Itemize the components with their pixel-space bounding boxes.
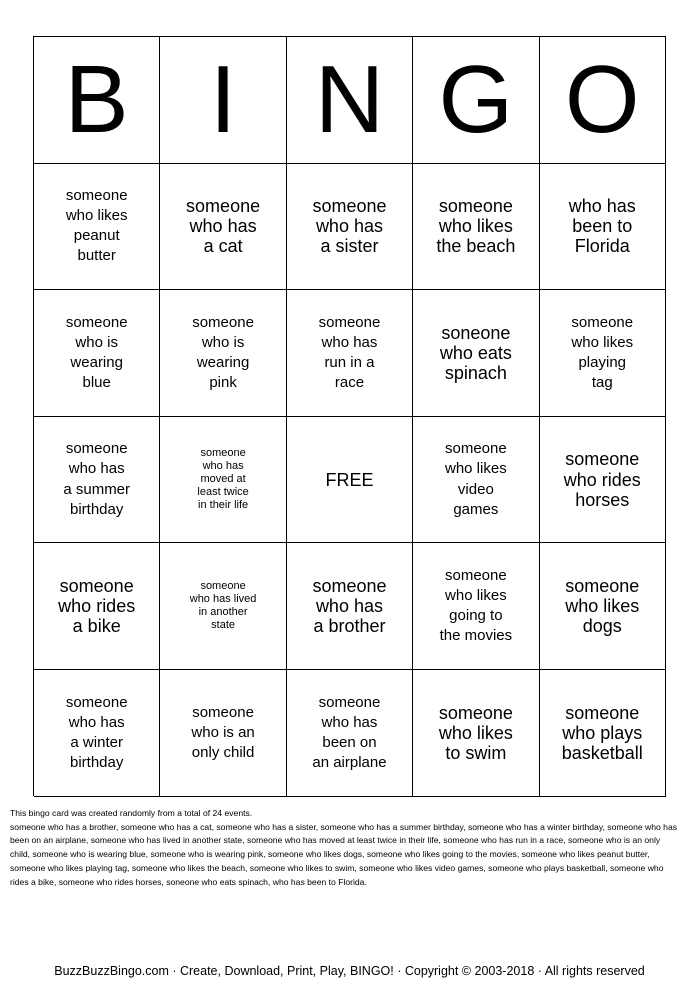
header-letter-i: I <box>160 37 286 164</box>
bingo-cell <box>287 164 413 291</box>
header-letter-b: B <box>34 37 160 164</box>
bingo-cell-text: soneone who eats spinach <box>439 322 512 384</box>
bingo-cell <box>540 543 666 670</box>
bingo-card <box>33 36 666 796</box>
bingo-cell-text: someone who likes peanut butter <box>65 187 128 265</box>
bingo-row <box>34 164 666 291</box>
bingo-cell-text: FREE <box>325 469 374 490</box>
bingo-cell <box>34 164 160 291</box>
bingo-row <box>34 290 666 417</box>
site-footer: BuzzBuzzBingo.com · Create, Download, Print, Play, BINGO! · Copyright © 2003-2018 · All rights reserved <box>54 964 645 978</box>
bingo-cell-text: someone who has a winter birthday <box>65 693 128 771</box>
bingo-row <box>34 670 666 797</box>
bingo-cell <box>34 670 160 797</box>
bingo-cell-text: someone who rides horses <box>563 449 641 510</box>
bingo-cell <box>413 670 539 797</box>
bingo-cell <box>160 543 286 670</box>
bingo-cell-text: someone who likes to swim <box>438 702 513 763</box>
bingo-cell-text: someone who likes dogs <box>565 575 640 637</box>
bingo-cell <box>540 290 666 417</box>
header-letter-o: O <box>540 37 666 164</box>
bingo-cell-text: someone who has a brother <box>312 575 387 637</box>
header-letter-g: G <box>413 37 539 164</box>
bingo-cell <box>413 290 539 417</box>
card-intro-text: This bingo card was created randomly from a total of 24 events. <box>10 808 253 818</box>
card-events-list: someone who has a brother, someone who has a cat, someone who has a sister, someone who has a summer birthday, someone who has a winter birthday, someone who has been on an airplane, someone who has lived in another state, someone who has moved at least twice in their life, someone who has run in a race, someone who is an only child, someone who is wearing blue, someone who is wearing pink, someone who likes dogs, someone who likes going to the movies, someone who likes peanut butter, someone who likes playing tag, someone who likes the beach, someone who likes to swim, someone who likes video games, someone who plays basketball, someone who rides a bike, someone who rides horses, soneone who eats spinach, who has been to Florida. <box>10 821 678 887</box>
bingo-cell <box>287 290 413 417</box>
bingo-header-row <box>34 37 666 164</box>
bingo-cell <box>34 543 160 670</box>
bingo-row <box>34 417 666 544</box>
bingo-cell-text: someone who has run in a race <box>318 313 381 392</box>
bingo-cell-text: someone who is wearing pink <box>192 313 254 392</box>
bingo-cell <box>413 164 539 291</box>
bingo-cell <box>413 543 539 670</box>
bingo-cell-text: someone who has lived in another state <box>189 579 257 632</box>
bingo-cell-text: someone who is an only child <box>191 703 255 761</box>
bingo-cell-text: who has been to Florida <box>568 196 636 257</box>
bingo-cell <box>160 164 286 291</box>
card-description <box>10 807 678 889</box>
bingo-cell-text: someone who has moved at least twice in their life <box>197 446 249 512</box>
bingo-cell-text: someone who likes going to the movies <box>439 566 513 645</box>
bingo-cell-text: someone who has been on an airplane <box>312 693 387 771</box>
free-space-cell <box>287 417 413 544</box>
bingo-cell-text: someone who likes playing tag <box>571 313 634 392</box>
bingo-cell <box>540 670 666 797</box>
bingo-cell-text: someone who has a summer birthday <box>63 440 131 518</box>
bingo-cell <box>287 670 413 797</box>
bingo-cell-text: someone who plays basketball <box>561 702 643 763</box>
bingo-cell-text: someone who is wearing blue <box>65 313 128 392</box>
bingo-cell-text: someone who likes video games <box>445 440 507 518</box>
bingo-cell <box>160 670 286 797</box>
header-letter-n: N <box>287 37 413 164</box>
bingo-cell <box>540 164 666 291</box>
bingo-cell <box>160 290 286 417</box>
bingo-cell <box>413 417 539 544</box>
bingo-cell-text: someone who likes the beach <box>436 196 516 257</box>
bingo-cell <box>34 290 160 417</box>
bingo-cell <box>160 417 286 544</box>
bingo-row <box>34 543 666 670</box>
bingo-cell-text: someone who rides a bike <box>58 575 136 637</box>
bingo-grid <box>34 164 666 797</box>
bingo-cell <box>287 543 413 670</box>
bingo-cell <box>34 417 160 544</box>
bingo-cell-text: someone who has a cat <box>186 196 261 257</box>
bingo-cell <box>540 417 666 544</box>
bingo-cell-text: someone who has a sister <box>312 196 387 257</box>
